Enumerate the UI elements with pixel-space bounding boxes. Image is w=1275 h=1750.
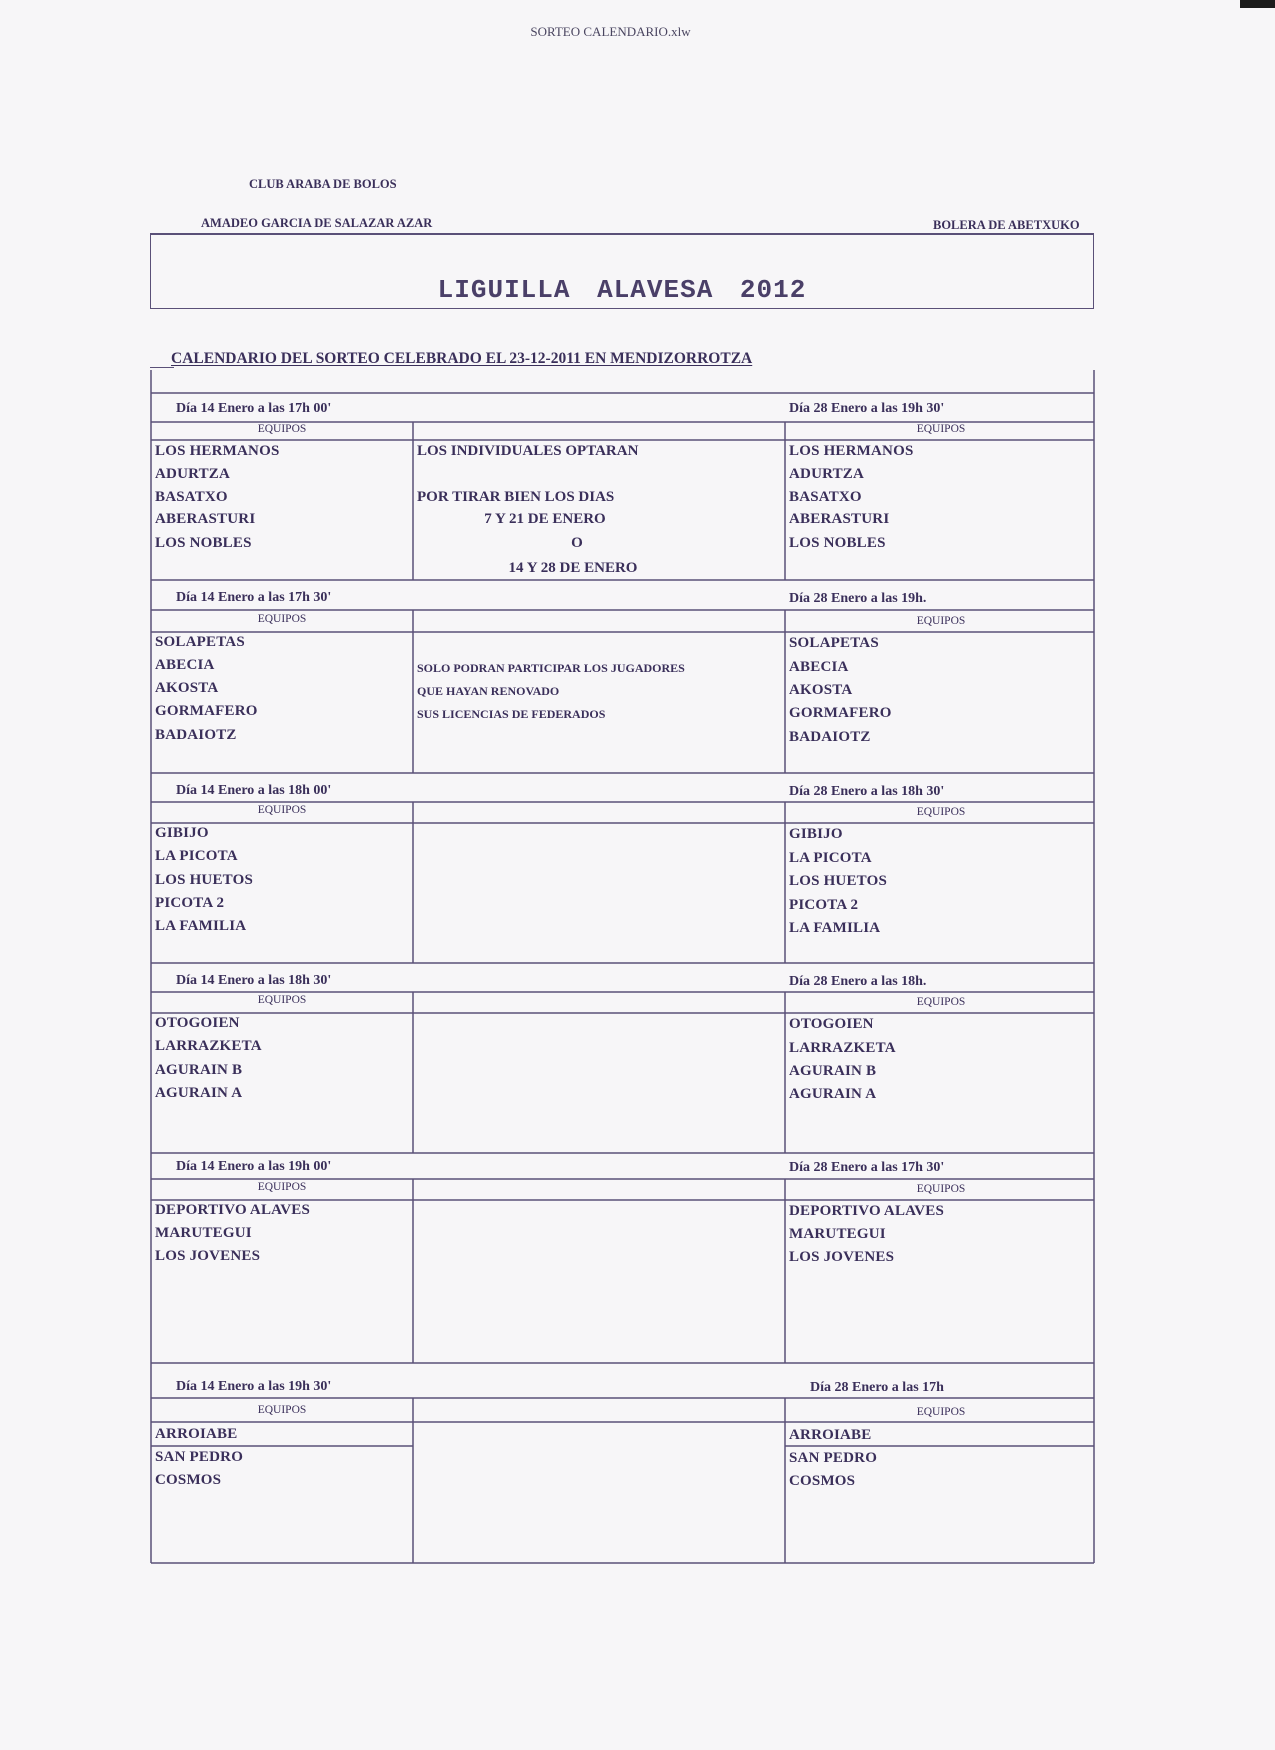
- group-5-right-team-3: LOS JOVENES: [789, 1249, 895, 1265]
- group-1-right-team-4: ABERASTURI: [789, 511, 890, 527]
- group-2-left-team-1: SOLAPETAS: [155, 634, 245, 650]
- page-title: LIGUILLA ALAVESA 2012: [437, 275, 807, 305]
- group-3-right-team-5: LA FAMILIA: [789, 920, 881, 936]
- group-2-left-team-3: AKOSTA: [155, 680, 219, 696]
- group-5-left-team-3: LOS JOVENES: [155, 1248, 261, 1264]
- individuals-note-line-2: POR TIRAR BIEN LOS DIAS: [417, 489, 615, 505]
- scan-corner-mark: [1240, 0, 1275, 8]
- group-4-left-team-4: AGURAIN A: [155, 1085, 243, 1101]
- organizer-name: AMADEO GARCIA DE SALAZAR AZAR: [201, 216, 433, 230]
- group-1-right-date: Día 28 Enero a las 19h 30': [789, 401, 945, 416]
- group-3-left-team-5: LA FAMILIA: [155, 918, 247, 934]
- group-4-right-equipos-header: EQUIPOS: [916, 996, 966, 1008]
- group-4-right-team-3: AGURAIN B: [789, 1063, 877, 1079]
- licenses-note-line-3: SUS LICENCIAS DE FEDERADOS: [417, 707, 606, 721]
- group-4-right-date: Día 28 Enero a las 18h.: [789, 974, 927, 989]
- group-1-left-team-4: ABERASTURI: [155, 511, 256, 527]
- document-filename: SORTEO CALENDARIO.xlw: [530, 24, 691, 39]
- group-3-left-team-4: PICOTA 2: [155, 895, 225, 911]
- individuals-note-line-4: O: [571, 535, 583, 551]
- group-4-left-team-1: OTOGOIEN: [155, 1015, 240, 1031]
- venue-name: BOLERA DE ABETXUKO: [933, 218, 1080, 232]
- group-2-right-team-5: BADAIOTZ: [789, 729, 871, 745]
- group-6-left-team-2: SAN PEDRO: [155, 1449, 244, 1465]
- group-1-right-team-2: ADURTZA: [789, 466, 865, 482]
- group-1-left-team-5: LOS NOBLES: [155, 535, 252, 551]
- group-3-left-team-2: LA PICOTA: [155, 848, 238, 864]
- group-2-left-team-5: BADAIOTZ: [155, 727, 237, 743]
- group-3-right-team-1: GIBIJO: [789, 826, 843, 842]
- group-3-left-equipos-header: EQUIPOS: [257, 804, 307, 816]
- group-4-left-team-3: AGURAIN B: [155, 1062, 243, 1078]
- group-3-left-team-3: LOS HUETOS: [155, 872, 254, 888]
- group-1-left-team-2: ADURTZA: [155, 466, 231, 482]
- group-6-right-team-2: SAN PEDRO: [789, 1450, 878, 1466]
- individuals-note-line-3: 7 Y 21 DE ENERO: [484, 511, 606, 527]
- group-3-right-team-4: PICOTA 2: [789, 897, 859, 913]
- group-5-left-team-2: MARUTEGUI: [155, 1225, 252, 1241]
- group-1-left-equipos-header: EQUIPOS: [257, 423, 307, 435]
- group-3-right-team-3: LOS HUETOS: [789, 873, 888, 889]
- group-4-right-team-4: AGURAIN A: [789, 1086, 877, 1102]
- group-6-right-team-3: COSMOS: [789, 1473, 856, 1489]
- group-2-right-team-2: ABECIA: [789, 659, 849, 675]
- calendar-title: CALENDARIO DEL SORTEO CELEBRADO EL 23-12-2011 EN MENDIZORROTZA: [171, 350, 753, 367]
- group-2-left-equipos-header: EQUIPOS: [257, 613, 307, 625]
- group-6-right-team-1: ARROIABE: [789, 1427, 872, 1443]
- group-3-right-team-2: LA PICOTA: [789, 850, 872, 866]
- licenses-note-line-1: SOLO PODRAN PARTICIPAR LOS JUGADORES: [417, 661, 685, 675]
- group-2-left-date: Día 14 Enero a las 17h 30': [176, 590, 332, 605]
- group-6-left-team-1: ARROIABE: [155, 1426, 238, 1442]
- group-1-left-team-1: LOS HERMANOS: [155, 443, 280, 459]
- group-5-right-equipos-header: EQUIPOS: [916, 1183, 966, 1195]
- group-2-left-team-2: ABECIA: [155, 657, 215, 673]
- group-2-right-team-4: GORMAFERO: [789, 705, 892, 721]
- group-4-right-team-1: OTOGOIEN: [789, 1016, 874, 1032]
- group-2-right-team-3: AKOSTA: [789, 682, 853, 698]
- club-name: CLUB ARABA DE BOLOS: [249, 177, 397, 191]
- group-4-right-team-2: LARRAZKETA: [789, 1040, 896, 1056]
- group-4-left-equipos-header: EQUIPOS: [257, 994, 307, 1006]
- group-6-right-date: Día 28 Enero a las 17h: [810, 1380, 944, 1395]
- title-box: [150, 233, 1094, 309]
- group-5-right-team-2: MARUTEGUI: [789, 1226, 886, 1242]
- group-2-right-date: Día 28 Enero a las 19h.: [789, 591, 927, 606]
- group-2-right-team-1: SOLAPETAS: [789, 635, 879, 651]
- licenses-note-line-2: QUE HAYAN RENOVADO: [417, 684, 560, 698]
- group-5-right-date: Día 28 Enero a las 17h 30': [789, 1160, 945, 1175]
- individuals-note-line-1: LOS INDIVIDUALES OPTARAN: [417, 443, 639, 459]
- group-5-right-team-1: DEPORTIVO ALAVES: [789, 1203, 945, 1219]
- group-6-left-date: Día 14 Enero a las 19h 30': [176, 1379, 332, 1394]
- group-1-right-team-5: LOS NOBLES: [789, 535, 886, 551]
- individuals-note-line-5: 14 Y 28 DE ENERO: [508, 560, 638, 576]
- group-1-right-team-3: BASATXO: [789, 489, 862, 505]
- group-6-left-equipos-header: EQUIPOS: [257, 1404, 307, 1416]
- group-4-left-team-2: LARRAZKETA: [155, 1038, 262, 1054]
- group-1-right-equipos-header: EQUIPOS: [916, 423, 966, 435]
- group-4-left-date: Día 14 Enero a las 18h 30': [176, 973, 332, 988]
- group-3-right-date: Día 28 Enero a las 18h 30': [789, 784, 945, 799]
- group-6-right-equipos-header: EQUIPOS: [916, 1406, 966, 1418]
- group-2-right-equipos-header: EQUIPOS: [916, 615, 966, 627]
- group-5-left-equipos-header: EQUIPOS: [257, 1181, 307, 1193]
- group-5-left-date: Día 14 Enero a las 19h 00': [176, 1159, 332, 1174]
- group-3-left-date: Día 14 Enero a las 18h 00': [176, 783, 332, 798]
- group-1-right-team-1: LOS HERMANOS: [789, 443, 914, 459]
- group-6-left-team-3: COSMOS: [155, 1472, 222, 1488]
- group-3-left-team-1: GIBIJO: [155, 825, 209, 841]
- group-1-left-team-3: BASATXO: [155, 489, 228, 505]
- group-3-right-equipos-header: EQUIPOS: [916, 806, 966, 818]
- group-1-left-date: Día 14 Enero a las 17h 00': [176, 401, 332, 416]
- group-2-left-team-4: GORMAFERO: [155, 703, 258, 719]
- group-5-left-team-1: DEPORTIVO ALAVES: [155, 1202, 311, 1218]
